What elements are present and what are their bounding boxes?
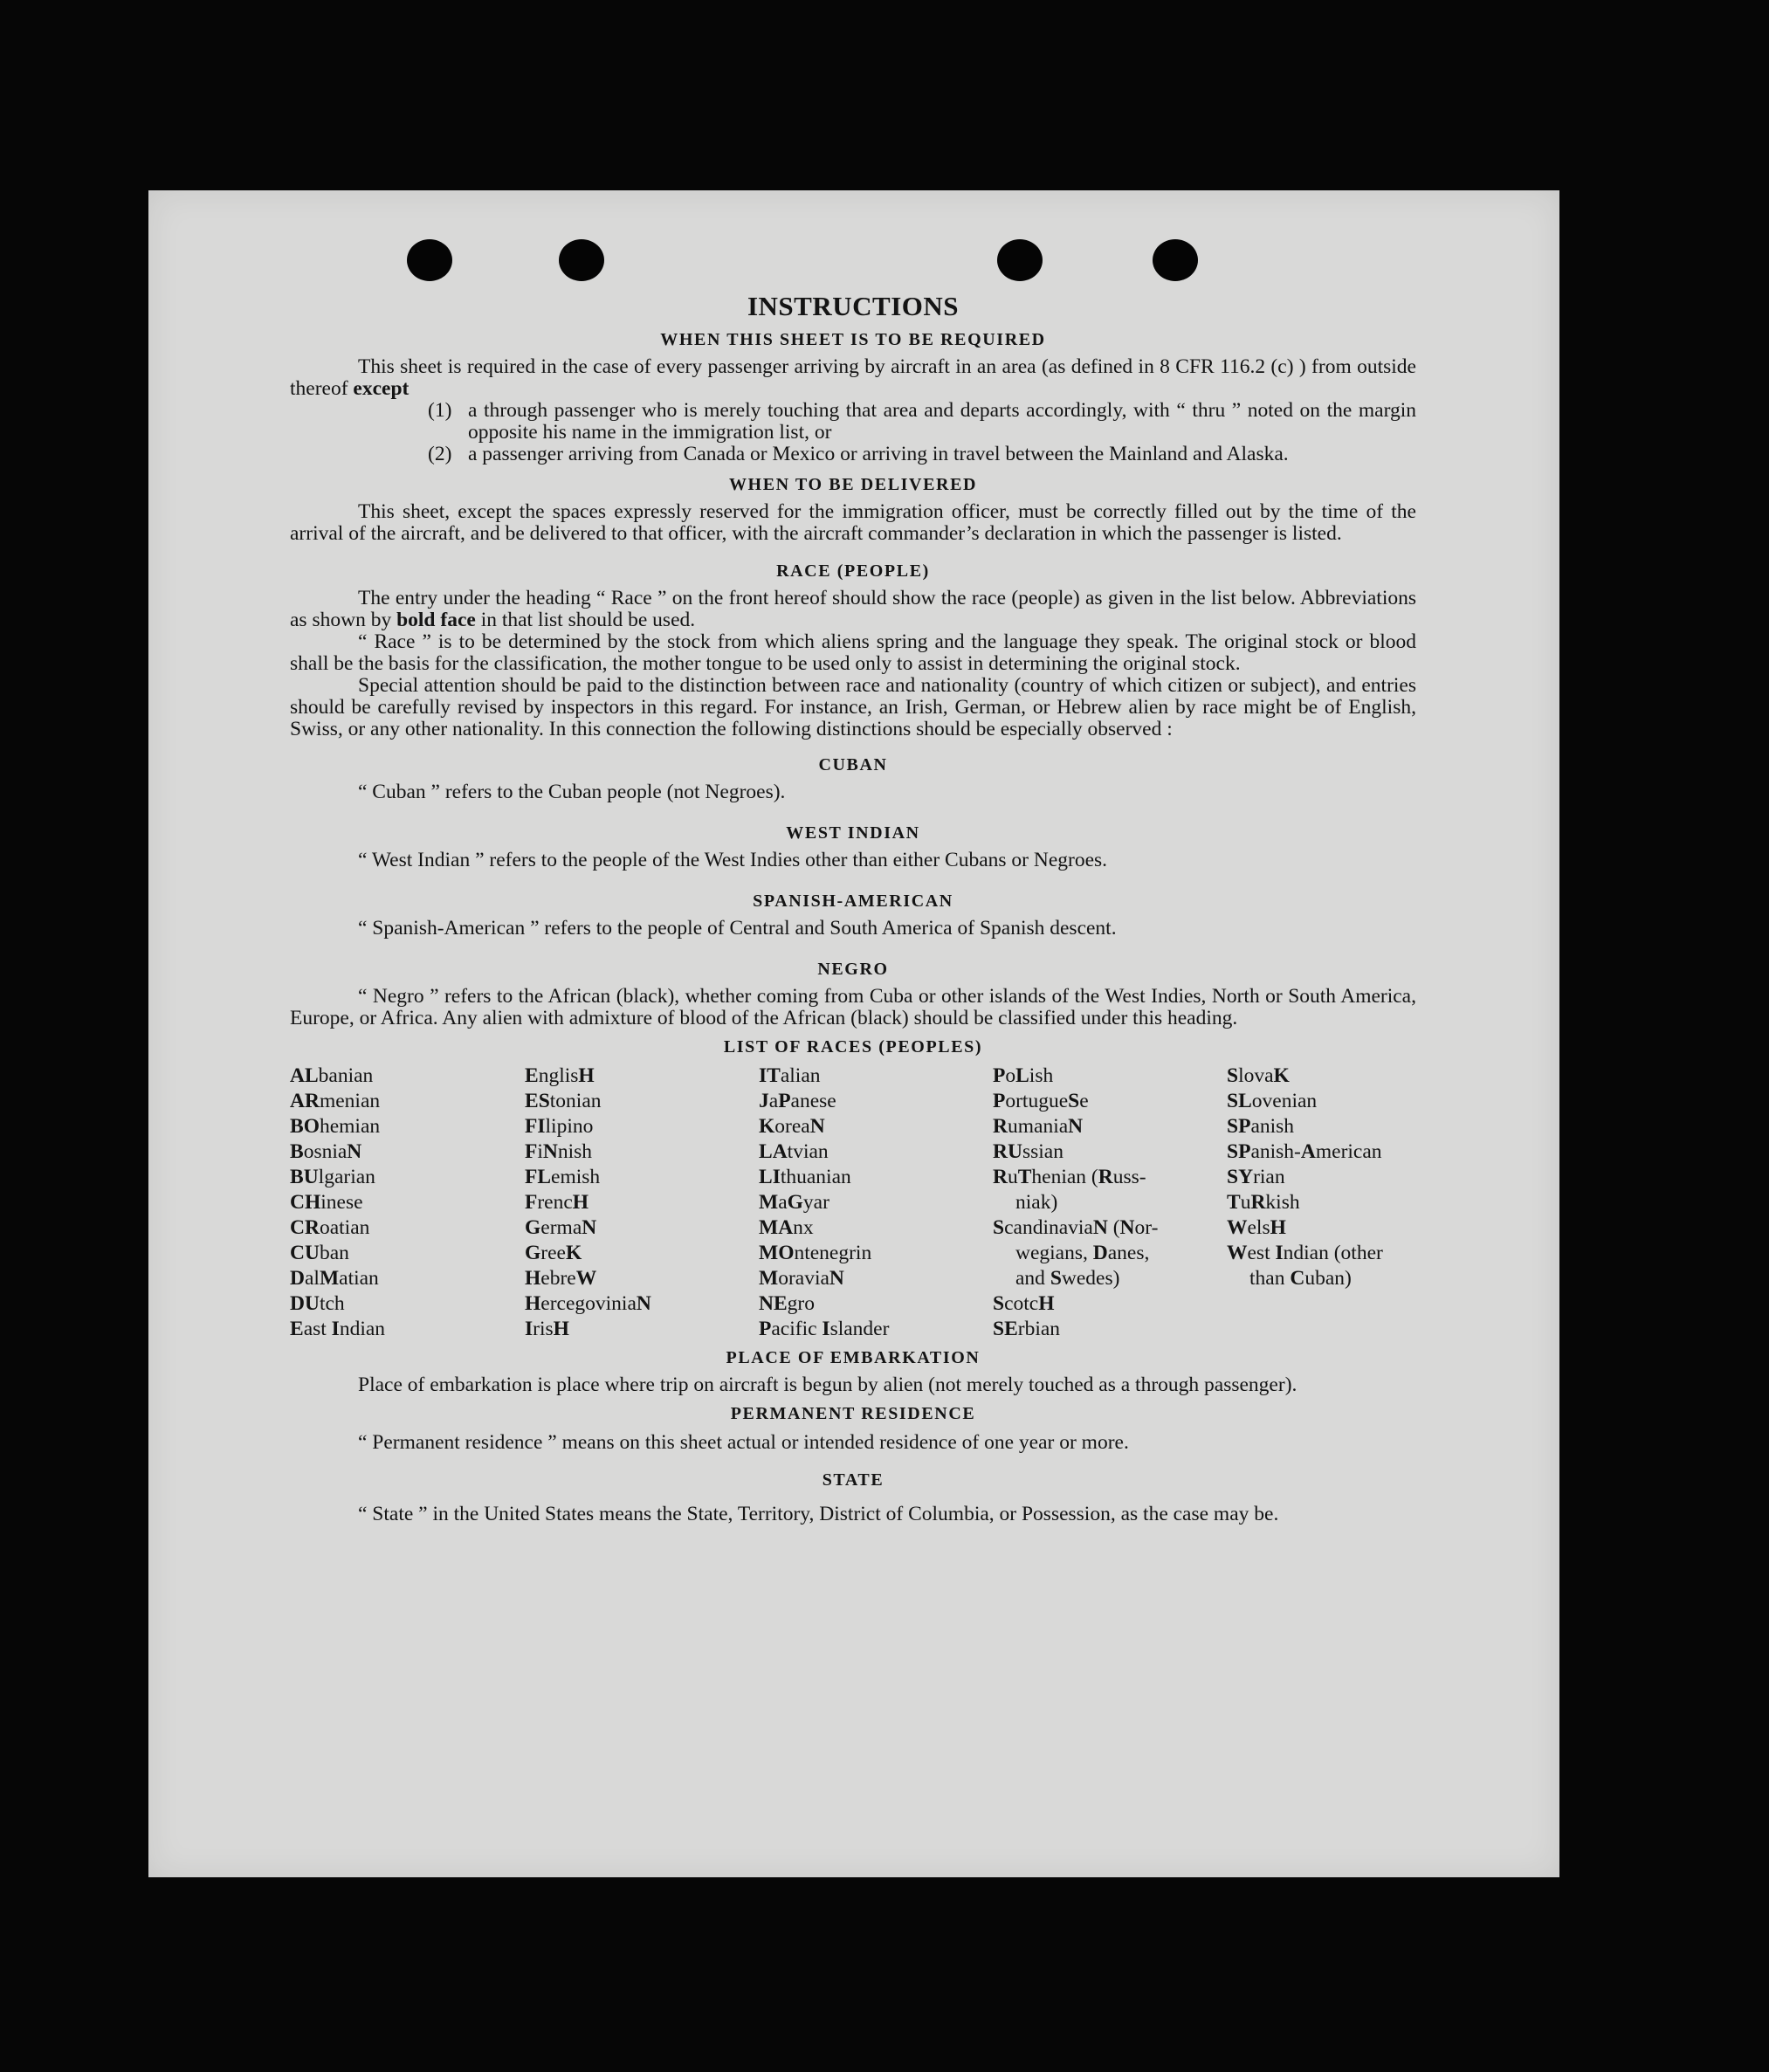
race-p1-after: in that list should be used. <box>480 609 696 631</box>
race-entry: BOhemian <box>290 1115 381 1138</box>
instructions-content <box>290 291 1416 1528</box>
races-list <box>290 1064 1416 1342</box>
race-entry: PortugueSe <box>993 1090 1089 1112</box>
race-entry: WelsH <box>1227 1216 1286 1239</box>
race-entry: EStonian <box>525 1090 602 1112</box>
race-entry: and Swedes) <box>1015 1267 1120 1290</box>
when-delivered-text: This sheet, except the spaces expressly reserved for the immigration officer, must be correctly filled out by the time of the arrival of the aircraft, and be delivered to that officer, with the aircraft commander’s declaration in which the passenger is listed. <box>290 500 1416 545</box>
race-entry: MaGyar <box>759 1191 829 1214</box>
race-entry: HercegoviniaN <box>525 1292 651 1315</box>
list-item <box>290 444 1416 465</box>
embarkation-text: Place of embarkation is place where trip on aircraft is begun by alien (not merely touched as a through passenger). <box>358 1373 1297 1396</box>
intro-bold: except <box>353 377 410 400</box>
race-entry: RuThenian (Russ- <box>993 1166 1146 1188</box>
intro-text: This sheet is required in the case of every passenger arriving by aircraft in an area (as defined in 8 CFR 116.2 (c) ) from outside thereof <box>290 355 1416 400</box>
races-column <box>290 1064 525 1342</box>
race-entry: than Cuban) <box>1249 1267 1352 1290</box>
race-entry: LAtvian <box>759 1140 829 1163</box>
item-number: (1) <box>428 399 452 422</box>
race-p1-bold: bold face <box>396 609 476 631</box>
race-entry: niak) <box>1015 1191 1058 1214</box>
punch-hole <box>1153 239 1198 281</box>
item-text: a through passenger who is merely touching that area and departs accordingly, with “ thru ” noted on the margin opposite his name in the immigration list, or <box>468 399 1416 444</box>
race-entry: SPanish-American <box>1227 1140 1382 1163</box>
race-entry: ITalian <box>759 1064 821 1087</box>
race-entry: RUssian <box>993 1140 1063 1163</box>
race-entry: East Indian <box>290 1318 386 1340</box>
negro-text: “ Negro ” refers to the African (black), whether coming from Cuba or other islands of the West Indies, North or South America, Europe, or Africa. Any alien with admixture of blood of the African (black) should be classified under this heading. <box>290 985 1416 1029</box>
race-entry: BUlgarian <box>290 1166 375 1188</box>
race-entry: HebreW <box>525 1267 597 1290</box>
section-heading-list-of-races: LIST OF RACES (PEOPLES) <box>723 1037 983 1057</box>
race-entry: CUban <box>290 1242 349 1264</box>
west-indian-text: “ West Indian ” refers to the people of the West Indies other than either Cubans or Negroes. <box>358 849 1108 871</box>
race-paragraph-1 <box>290 588 1416 631</box>
document-sheet <box>148 190 1559 1877</box>
section-heading-spanish-american: SPANISH-AMERICAN <box>753 891 953 911</box>
item-text: a passenger arriving from Canada or Mexico or arriving in travel between the Mainland and Alaska. <box>468 443 1289 465</box>
state-text: “ State ” in the United States means the State, Territory, District of Columbia, or Possession, as the case may be. <box>358 1503 1279 1525</box>
race-entry: FIlipino <box>525 1115 594 1138</box>
section-heading-embarkation: PLACE OF EMBARKATION <box>726 1348 981 1367</box>
race-paragraph-2: “ Race ” is to be determined by the stock from which aliens spring and the language they speak. The original stock or blood shall be the basis for the classification, the mother tongue to be used only to assist in determining the original stock. <box>290 630 1416 675</box>
race-entry: Pacific Islander <box>759 1318 890 1340</box>
races-column <box>525 1064 759 1342</box>
race-entry: ScotcH <box>993 1292 1055 1315</box>
race-entry: GermaN <box>525 1216 597 1239</box>
race-entry: NEgro <box>759 1292 815 1315</box>
section-heading-west-indian: WEST INDIAN <box>786 823 920 843</box>
race-entry: ScandinaviaN (Nor- <box>993 1216 1159 1239</box>
item-number: (2) <box>428 443 452 465</box>
race-entry: TuRkish <box>1227 1191 1300 1214</box>
race-entry: BosniaN <box>290 1140 362 1163</box>
punch-hole <box>997 239 1043 281</box>
race-entry: wegians, Danes, <box>1015 1242 1150 1264</box>
race-entry: GreeK <box>525 1242 582 1264</box>
races-column <box>759 1064 993 1342</box>
race-p1-before: The entry under the heading “ Race ” on the front hereof should show the race (people) as given in the list below. Abbreviations as shown by <box>290 587 1416 631</box>
race-entry: SPanish <box>1227 1115 1295 1138</box>
race-entry: KoreaN <box>759 1115 825 1138</box>
section-heading-state: STATE <box>822 1470 884 1490</box>
race-entry: ALbanian <box>290 1064 374 1087</box>
section-heading-race: RACE (PEOPLE) <box>776 561 930 581</box>
race-entry: CRoatian <box>290 1216 370 1239</box>
race-entry: SYrian <box>1227 1166 1285 1188</box>
punch-hole <box>559 239 604 281</box>
race-entry: MOntenegrin <box>759 1242 872 1264</box>
races-column <box>993 1064 1227 1342</box>
race-entry: DalMatian <box>290 1267 379 1290</box>
race-entry: LIthuanian <box>759 1166 851 1188</box>
race-entry: IrisH <box>525 1318 569 1340</box>
cuban-text: “ Cuban ” refers to the Cuban people (not Negroes). <box>358 781 786 803</box>
page-title: INSTRUCTIONS <box>747 291 959 321</box>
race-entry: CHinese <box>290 1191 363 1214</box>
race-entry: DUtch <box>290 1292 345 1315</box>
races-column <box>1227 1064 1416 1342</box>
residence-text: “ Permanent residence ” means on this sheet actual or intended residence of one year or more. <box>358 1431 1129 1454</box>
list-item <box>290 400 1416 444</box>
race-entry: West Indian (other <box>1227 1242 1383 1264</box>
section-heading-when-delivered: WHEN TO BE DELIVERED <box>728 475 978 494</box>
race-entry: SlovaK <box>1227 1064 1290 1087</box>
section-heading-negro: NEGRO <box>817 960 889 979</box>
race-entry: PoLish <box>993 1064 1054 1087</box>
race-entry: RumaniaN <box>993 1115 1084 1138</box>
race-entry: MAnx <box>759 1216 814 1239</box>
race-entry: MoraviaN <box>759 1267 844 1290</box>
race-paragraph-3: Special attention should be paid to the distinction between race and nationality (country of which citizen or subject), and entries should be carefully revised by inspectors in this regard. For instance, an Irish, German, or Hebrew alien by race might be of English, Swiss, or any other nationality. In this connection the following distinctions should be especially observed : <box>290 674 1416 740</box>
race-entry: FLemish <box>525 1166 601 1188</box>
section-heading-when-required: WHEN THIS SHEET IS TO BE REQUIRED <box>660 330 1046 349</box>
when-required-intro <box>290 356 1416 400</box>
punch-hole <box>407 239 452 281</box>
spanish-american-text: “ Spanish-American ” refers to the people of Central and South America of Spanish descent. <box>358 917 1117 940</box>
race-entry: SLovenian <box>1227 1090 1318 1112</box>
race-entry: FiNnish <box>525 1140 593 1163</box>
race-entry: SErbian <box>993 1318 1061 1340</box>
section-heading-residence: PERMANENT RESIDENCE <box>730 1404 976 1423</box>
section-heading-cuban: CUBAN <box>818 755 888 774</box>
race-entry: ARmenian <box>290 1090 381 1112</box>
race-entry: JaPanese <box>759 1090 836 1112</box>
race-entry: FrencH <box>525 1191 589 1214</box>
race-entry: EnglisH <box>525 1064 595 1087</box>
